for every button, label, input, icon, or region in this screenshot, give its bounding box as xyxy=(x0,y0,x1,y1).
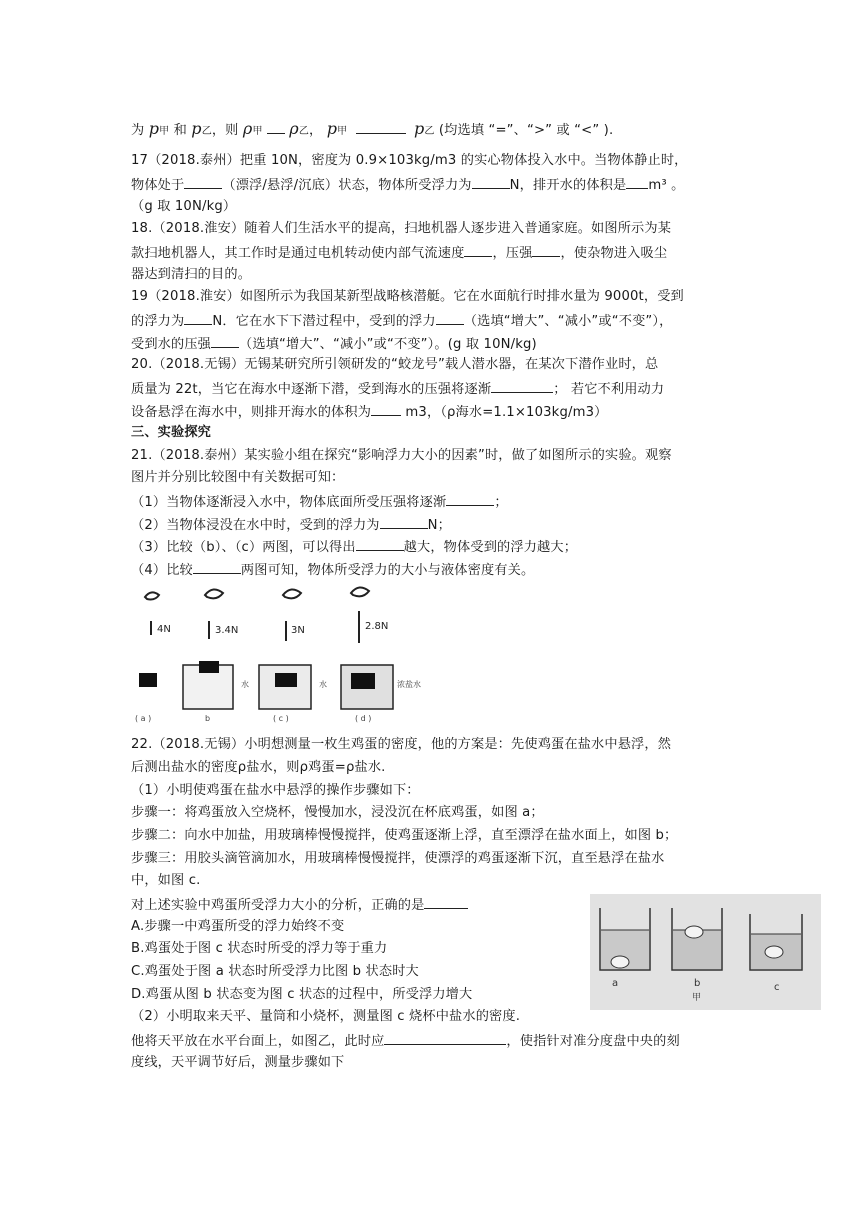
answer-blank[interactable] xyxy=(356,536,404,551)
answer-blank[interactable] xyxy=(371,401,401,416)
subscript: 乙 xyxy=(201,126,212,137)
q22-step3: 步骤三：用胶头滴管滴加水，用玻璃棒慢慢搅拌，使漂浮的鸡蛋逐渐下沉，直至悬浮在盐水 xyxy=(131,851,665,866)
panel-label: ( d ) xyxy=(355,714,372,723)
q17-line1: 17（2018.泰州）把重 10N，密度为 0.9×103kg/m3 的实心物体投入水中。当物体静止时， xyxy=(131,153,688,168)
reading-d: 2.8N xyxy=(365,621,389,632)
liquid-label: 水 xyxy=(319,680,327,689)
q22-step2: 步骤二：向水中加盐，用玻璃棒慢慢搅拌，使鸡蛋逐渐上浮，直至漂浮在盐水面上，如图 b； xyxy=(131,828,678,843)
figure-caption: 甲 xyxy=(692,993,702,1003)
text: ； 若它不利用动力 xyxy=(553,382,665,397)
text: （漂浮/悬浮/沉底）状态，物体所受浮力为 xyxy=(222,178,472,193)
q18-line3: 器达到清扫的目的。 xyxy=(131,267,252,282)
q21-item3 xyxy=(131,536,577,558)
object-block xyxy=(139,673,157,687)
q17-line2 xyxy=(131,174,684,196)
object-block xyxy=(199,661,219,673)
text: 他将天平放在水平台面上，如图乙，此时应 xyxy=(131,1034,385,1049)
q19-line1: 19（2018.淮安）如图所示为我国某新型战略核潜艇。它在水面航行时排水量为 9000t，受到 xyxy=(131,289,684,304)
text: 款扫地机器人，其工作时是通过电机转动使内部气流速度 xyxy=(131,246,465,261)
reading-a: 4N xyxy=(157,624,171,635)
subscript: 乙 xyxy=(298,126,309,137)
symbol-p: p xyxy=(191,119,202,138)
q21-item1 xyxy=(131,491,508,513)
symbol-rho: ρ xyxy=(289,119,299,138)
q20-line3 xyxy=(131,401,607,423)
symbol-p: p xyxy=(326,119,338,138)
answer-blank[interactable] xyxy=(472,174,510,189)
text: 物体处于 xyxy=(131,178,185,193)
panel-label: c xyxy=(774,982,780,993)
symbol-rho: ρ xyxy=(242,119,253,138)
text: 对上述实验中鸡蛋所受浮力大小的分析，正确的是 xyxy=(131,898,425,913)
text: m3，（ρ海水=1.1×103kg/m3） xyxy=(401,405,608,420)
option-d: D.鸡蛋从图 b 状态变为图 c 状态的过程中，所受浮力增大 xyxy=(131,987,473,1002)
text: N．它在水下下潜过程中，受到的浮力 xyxy=(212,314,436,329)
text: （3）比较（b）、（c）两图，可以得出 xyxy=(131,540,356,555)
egg-beakers-figure xyxy=(590,894,821,1010)
q18-line1: 18.（2018.淮安）随着人们生活水平的提高，扫地机器人逐步进入普通家庭。如图所示为某 xyxy=(131,221,672,236)
subscript: 乙 xyxy=(424,126,435,137)
answer-blank[interactable] xyxy=(184,174,222,189)
panel-label: ( a ) xyxy=(135,714,152,723)
text: ，则 xyxy=(211,123,239,138)
text: 为 xyxy=(131,123,145,138)
answer-blank[interactable] xyxy=(211,333,239,348)
text: 和 xyxy=(173,123,187,138)
q22-part2-line2 xyxy=(131,1030,680,1052)
answer-blank[interactable] xyxy=(464,242,492,257)
text: 设备悬浮在海水中，则排开海水的体积为 xyxy=(131,405,372,420)
subscript: 甲 xyxy=(159,126,170,137)
q17-line3: （g 取 10N/kg） xyxy=(131,199,237,214)
liquid-label: 水 xyxy=(241,680,249,689)
buoyancy-experiment-figure xyxy=(131,583,443,725)
text: ，使杂物进入吸尘 xyxy=(560,246,668,261)
option-a: A.步骤一中鸡蛋所受的浮力始终不变 xyxy=(131,919,345,934)
text: 越大，物体受到的浮力越大； xyxy=(403,540,578,555)
answer-blank[interactable] xyxy=(626,174,648,189)
text: （选填“增大”、“减小”或“不变”）， xyxy=(463,314,673,329)
q22-part2-line3: 度线，天平调节好后，测量步骤如下 xyxy=(131,1055,345,1070)
answer-blank[interactable] xyxy=(436,310,464,325)
text: (均选填 “=”、“>” 或 “<” ). xyxy=(438,123,614,138)
text: ， xyxy=(309,123,323,138)
text: 两图可知，物体所受浮力的大小与液体密度有关。 xyxy=(240,563,535,578)
answer-blank[interactable] xyxy=(491,378,553,393)
reading-b: 3.4N xyxy=(215,625,239,636)
answer-blank[interactable] xyxy=(446,491,494,506)
q22-step1: 步骤一：将鸡蛋放入空烧杯，慢慢加水，浸没沉在杯底鸡蛋，如图 a； xyxy=(131,805,544,820)
egg-c xyxy=(765,946,783,958)
text: m³ 。 xyxy=(648,178,685,193)
panel-label: a xyxy=(612,978,619,989)
q22-line3: （1）小明使鸡蛋在盐水中悬浮的操作步骤如下： xyxy=(131,783,420,798)
answer-blank[interactable] xyxy=(424,894,468,909)
liquid-label: 浓盐水 xyxy=(397,680,421,689)
option-c: C.鸡蛋处于图 a 状态时所受浮力比图 b 状态时大 xyxy=(131,964,419,979)
text: （2）当物体浸没在水中时，受到的浮力为 xyxy=(131,518,380,533)
answer-blank[interactable] xyxy=(532,242,560,257)
object-block xyxy=(351,673,375,689)
q21-item4 xyxy=(131,559,534,581)
text: （1）当物体逐渐浸入水中，物体底面所受压强将逐渐 xyxy=(131,495,447,510)
text: ； xyxy=(494,495,508,510)
text: 受到水的压强 xyxy=(131,337,212,352)
subscript: 甲 xyxy=(337,126,348,137)
answer-blank[interactable] xyxy=(267,119,285,134)
answer-blank[interactable] xyxy=(184,310,212,325)
panel-label: ( c ) xyxy=(273,714,289,723)
q22-line2: 后测出盐水的密度ρ盐水，则ρ鸡蛋=ρ盐水. xyxy=(131,760,386,775)
answer-blank[interactable] xyxy=(380,514,428,529)
q21-item2 xyxy=(131,514,451,536)
section-heading: 三、实验探究 xyxy=(131,425,212,440)
egg-b xyxy=(685,926,703,938)
text: N，排开水的体积是 xyxy=(509,178,627,193)
q20-line2 xyxy=(131,378,664,400)
q22-part2: （2）小明取来天平、量筒和小烧杯，测量图 c 烧杯中盐水的密度. xyxy=(131,1009,521,1024)
object-block xyxy=(275,673,297,687)
option-b: B.鸡蛋处于图 c 状态时所受的浮力等于重力 xyxy=(131,941,388,956)
text: ，压强 xyxy=(492,246,533,261)
q20-line1: 20.（2018.无锡）无锡某研究所引领研发的“蛟龙号”载人潜水器，在某次下潜作业时，总 xyxy=(131,357,659,372)
q22-step3-cont: 中，如图 c. xyxy=(131,873,201,888)
subscript: 甲 xyxy=(252,126,263,137)
q19-line2 xyxy=(131,310,672,332)
q21-line1: 21.（2018.泰州）某实验小组在探究“影响浮力大小的因素”时，做了如图所示的实验。观察 xyxy=(131,448,672,463)
text: 质量为 22t，当它在海水中逐渐下潜，受到海水的压强将逐渐 xyxy=(131,382,492,397)
egg-a xyxy=(611,956,629,968)
answer-blank[interactable] xyxy=(384,1030,506,1045)
text: 的浮力为 xyxy=(131,314,185,329)
answer-blank[interactable] xyxy=(356,119,406,134)
text: N； xyxy=(427,518,451,533)
reading-c: 3N xyxy=(291,625,305,636)
text: （选填“增大”、“减小”或“不变”）。(g 取 10N/kg) xyxy=(239,337,537,352)
q16-tail xyxy=(131,119,613,142)
q19-line3 xyxy=(131,333,537,355)
q21-line2: 图片并分别比较图中有关数据可知： xyxy=(131,470,345,485)
q18-line2 xyxy=(131,242,667,264)
q22-line1: 22.（2018.无锡）小明想测量一枚生鸡蛋的密度，他的方案是：先使鸡蛋在盐水中悬浮，然 xyxy=(131,737,672,752)
symbol-p: p xyxy=(148,119,160,138)
panel-label: b xyxy=(205,714,211,723)
symbol-p: p xyxy=(413,119,425,138)
q22-question xyxy=(131,894,468,916)
text: （4）比较 xyxy=(131,563,193,578)
answer-blank[interactable] xyxy=(193,559,241,574)
text: ，使指针对准分度盘中央的刻 xyxy=(506,1034,680,1049)
panel-label: b xyxy=(694,978,701,989)
